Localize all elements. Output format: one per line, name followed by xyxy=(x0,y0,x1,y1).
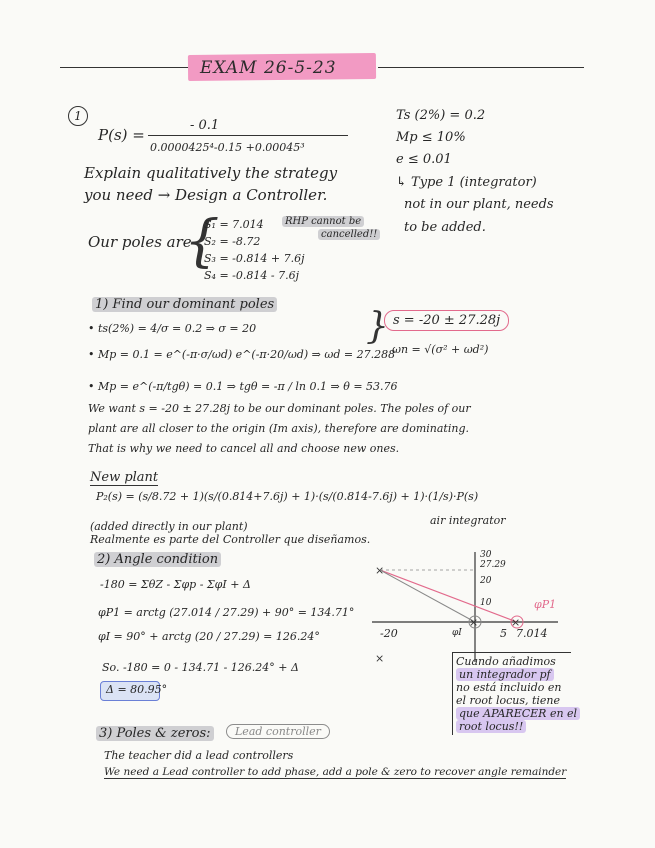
note-line-2: un integrador pf xyxy=(456,668,554,681)
section-3-title: 3) Poles & zeros: xyxy=(96,726,214,741)
eq-mp2: • Mp = e^(-π/tgθ) = 0.1 ⇒ tgθ = -π / ln 0.1 ⇒ θ = 53.76 xyxy=(88,380,398,393)
exam-title: EXAM 26-5-23 xyxy=(200,58,337,78)
angle-eq-2: φP1 = arctg (27.014 / 27.29) + 90° = 134.71° xyxy=(98,606,355,619)
new-plant-label: New plant xyxy=(90,470,159,485)
angle-eq-3: φI = 90° + arctg (20 / 27.29) = 126.24° xyxy=(98,630,320,643)
brace-result: } xyxy=(366,306,389,347)
added-note: (added directly in our plant) xyxy=(90,520,248,533)
pole-s4: S₄ = -0.814 - 7.6j xyxy=(204,269,299,282)
note-line-1: Cuando añadimos xyxy=(456,655,556,668)
dominant-pole-conj-marker: × xyxy=(375,652,385,665)
realmente-note: Realmente es parte del Controller que diseñamos. xyxy=(90,533,371,546)
rhp-note-1: RHP cannot be xyxy=(282,216,364,227)
angle-eq-1: -180 = ΣθZ - Σφp - ΣφI + Δ xyxy=(100,578,251,591)
graph-y-2729: 27.29 xyxy=(480,560,506,570)
angle-line-p1 xyxy=(380,570,517,622)
pole-s1: S₁ = 7.014 xyxy=(204,218,264,231)
spec-mp: Mp ≤ 10% xyxy=(396,130,466,145)
question-number: 1 xyxy=(68,106,88,126)
transfer-denominator: 0.0000425⁴-0.15 +0.00045³ xyxy=(150,141,305,154)
air-integrator-note: air integrator xyxy=(430,514,506,527)
angle-line-integrator xyxy=(380,570,475,622)
dominant-pole-result: s = -20 ± 27.28j xyxy=(384,310,509,331)
section-1-title: 1) Find our dominant poles xyxy=(92,297,277,312)
dominant-pole-marker: × xyxy=(375,564,385,577)
spec-note-2: to be added. xyxy=(404,220,486,235)
graph-phi-p1-label: φP1 xyxy=(534,598,557,611)
origin-pole-marker: × xyxy=(469,616,479,629)
explain-line-1: Explain qualitatively the strategy xyxy=(84,164,338,182)
top-rule-left xyxy=(60,67,190,68)
spec-ts: Ts (2%) = 0.2 xyxy=(396,108,486,123)
p2-equation: P₂(s) = (s/8.72 + 1)(s/(0.814+7.6j) + 1)·(s/(0.814-7.6j) + 1)·(1/s)·P(s) xyxy=(96,490,479,503)
transfer-lhs: P(s) = xyxy=(98,126,145,144)
graph-y-30: 30 xyxy=(480,550,492,560)
graph-x-7014: 7.014 xyxy=(516,627,548,640)
rhp-pole-marker: × xyxy=(511,616,521,629)
spec-note-1: not in our plant, needs xyxy=(404,197,554,212)
paragraph-line-1: We want s = -20 ± 27.28j to be our dominant poles. The poles of our xyxy=(88,402,471,415)
brace: { xyxy=(184,209,220,274)
top-rule-right xyxy=(378,67,584,68)
graph-y-10: 10 xyxy=(480,598,492,608)
note-line-3: no está incluido en xyxy=(456,681,562,694)
pole-s3: S₃ = -0.814 + 7.6j xyxy=(204,252,305,265)
delta-result: Δ = 80.95° xyxy=(106,683,168,696)
transfer-numerator: - 0.1 xyxy=(190,118,220,133)
eq-mp: • Mp = 0.1 = e^(-π·σ/ωd) e^(-π·20/ωd) ⇒ ωd = 27.288 xyxy=(88,348,396,361)
angle-eq-4: So. -180 = 0 - 134.71 - 126.24° + Δ xyxy=(102,661,299,674)
wn-equation: ωn = √(σ² + ωd²) xyxy=(392,343,489,356)
paragraph-line-2: plant are all closer to the origin (Im axis), therefore are dominating. xyxy=(88,422,469,435)
note-line-6: root locus!! xyxy=(456,720,526,733)
note-line-5: que APARECER en el xyxy=(456,707,580,720)
rhp-note-2: cancelled!! xyxy=(318,229,380,240)
pole-s2: S₂ = -8.72 xyxy=(204,235,261,248)
paragraph-line-3: That is why we need to cancel all and choose new ones. xyxy=(88,442,400,455)
lead-controller-label: Lead controller xyxy=(226,724,330,739)
section-2-title: 2) Angle condition xyxy=(94,552,221,567)
graph-y-20: 20 xyxy=(480,576,492,586)
eq-ts: • ts(2%) = 4/σ = 0.2 ⇒ σ = 20 xyxy=(88,322,257,335)
spec-type: ↳ Type 1 (integrator) xyxy=(396,175,537,190)
teacher-note: The teacher did a lead controllers xyxy=(104,749,294,762)
spec-error: e ≤ 0.01 xyxy=(396,152,452,167)
graph-x-5: 5 xyxy=(500,627,507,640)
explain-line-2: you need → Design a Controller. xyxy=(84,186,328,204)
poles-label: Our poles are xyxy=(88,233,192,251)
fraction-bar xyxy=(148,135,348,136)
graph-x-neg20: -20 xyxy=(380,627,398,640)
final-note: We need a Lead controller to add phase, add a pole & zero to recover angle remainder xyxy=(104,766,567,778)
graph-x-phi-i: φI xyxy=(452,628,462,638)
note-line-4: el root locus, tiene xyxy=(456,694,561,707)
